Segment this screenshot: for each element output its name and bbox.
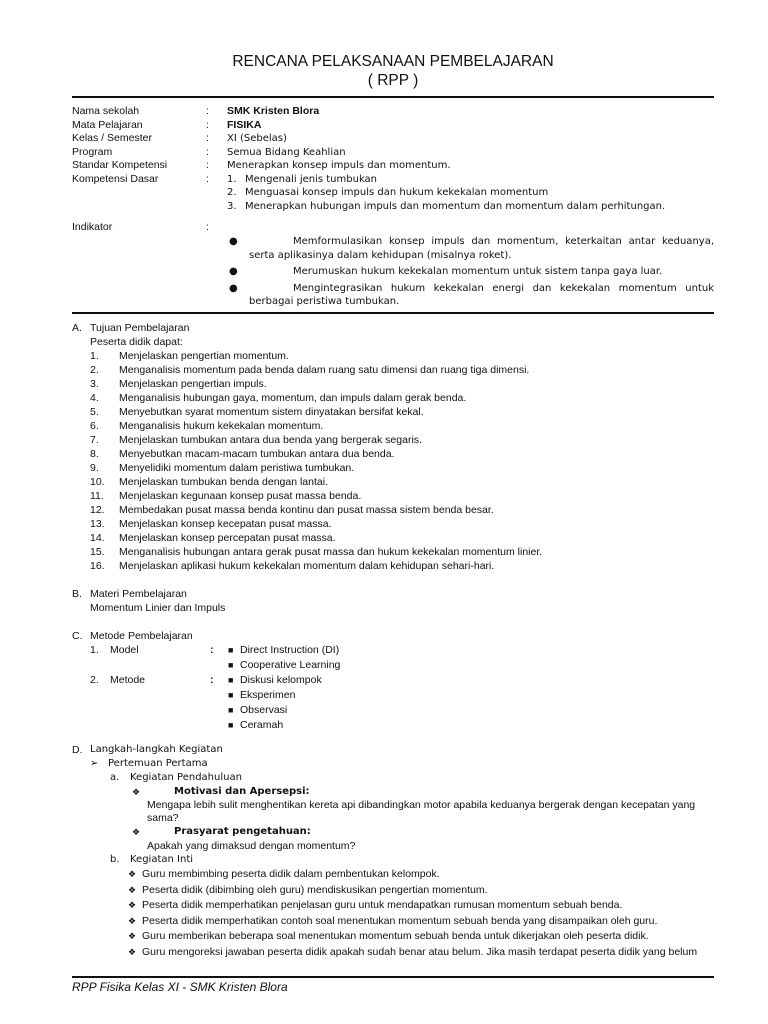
list-item: ■ Diskusi kelompok (228, 674, 322, 686)
diamond-bullet-icon: ❖ (128, 900, 137, 910)
list-item: ■ Direct Instruction (DI) (228, 644, 340, 656)
colon: : (206, 145, 209, 158)
value-mapel: FISIKA (227, 118, 262, 131)
document-page (72, 0, 714, 1024)
label-kelas: Kelas / Semester (72, 132, 152, 144)
list-item: 16. Menjelaskan aplikasi hukum kekekalan momentum dalam kehidupan sehari-hari. (90, 560, 495, 572)
list-item: 7. Menjelaskan tumbukan antara dua benda yang bergerak segaris. (90, 434, 422, 446)
label-sk: Standar Kompetensi (72, 159, 168, 171)
kd-list (227, 173, 714, 214)
section-a-heading: A. Tujuan Pembelajaran (72, 322, 190, 334)
list-item: ❖ Guru membimbing peserta didik dalam pembentukan kelompok. (128, 867, 714, 883)
list-item: ■ Ceramah (228, 719, 284, 731)
list-item: 4. Menganalisis hubungan gaya, momentum, dan impuls dalam gerak benda. (90, 392, 467, 404)
square-bullet-icon: ■ (228, 705, 234, 715)
list-item: 15. Menganalisis hubungan antara gerak pusat massa dan hukum kekekalan momentum linier. (90, 546, 543, 558)
list-item: 9. Menyelidiki momentum dalam peristiwa tumbukan. (90, 462, 355, 474)
square-bullet-icon: ■ (228, 720, 234, 730)
document-title (72, 52, 714, 90)
list-item: 12. Membedakan pusat massa benda kontinu dan pusat massa sistem benda besar. (90, 504, 494, 516)
objective-list (72, 349, 714, 573)
value-sekolah: SMK Kristen Blora (227, 105, 320, 117)
value-kelas: XI (Sebelas) (227, 133, 287, 144)
prasyarat-heading: ❖ Prasyarat pengetahuan: (90, 825, 714, 839)
label-program: Program (72, 145, 113, 158)
row-sk (72, 159, 714, 173)
bullet-icon: ● (229, 282, 238, 294)
bullet-icon: ● (229, 236, 238, 247)
list-item: 8. Menyebutkan macam-macam tumbukan antara dua benda. (90, 448, 395, 460)
diamond-bullet-icon: ❖ (128, 884, 137, 895)
square-bullet-icon: ■ (228, 675, 234, 685)
inti-list (90, 867, 714, 960)
value-program: Semua Bidang Keahlian (227, 146, 346, 158)
motivasi-heading: ❖ Motivasi dan Apersepsi: (90, 785, 714, 799)
indikator-item: ● Merumuskan hukum kekekalan momentum untuk sistem tanpa gaya luar. (229, 266, 663, 277)
value-sk: Menerapkan konsep impuls dan momentum. (227, 160, 451, 171)
document-body (72, 321, 714, 960)
colon: : (206, 172, 209, 185)
meeting-heading: ➢ Pertemuan Pertama (90, 758, 208, 769)
indikator-item: ● Mengintegrasikan hukum kekekalan energi dan kekekalan momentum untuk berbagai peristiwa tumbukan. (229, 282, 714, 307)
list-item: 10. Menjelaskan tumbukan benda dengan lantai. (90, 476, 328, 488)
section-b-content: Momentum Linier dan Impuls (90, 602, 226, 614)
diamond-bullet-icon: ❖ (128, 915, 137, 926)
title-line-1: RENCANA PELAKSANAAN PEMBELAJARAN (232, 53, 554, 70)
diamond-bullet-icon: ❖ (128, 946, 137, 957)
row-indikator (72, 221, 714, 312)
label-kd: Kompetensi Dasar (72, 172, 159, 185)
title-line-2: ( RPP ) (367, 72, 419, 89)
section-d-heading: D. Langkah-langkah Kegiatan (72, 744, 223, 756)
list-item: ❖ Peserta didik (dibimbing oleh guru) mendiskusikan pengertian momentum. (128, 883, 714, 899)
label-indikator: Indikator (72, 221, 113, 233)
section-b-heading: B. Materi Pembelajaran (72, 588, 187, 600)
list-item: 1. Menjelaskan pengertian momentum. (90, 350, 289, 362)
label-sekolah: Nama sekolah (72, 105, 140, 117)
list-item: ■ Observasi (228, 704, 288, 716)
top-rule (72, 96, 714, 98)
metode-row: 2. Metode : ■ Diskusi kelompok ■ Eksperimen ■ Observasi ■ Ceramah (90, 674, 322, 731)
page-footer: RPP Fisika Kelas XI - SMK Kristen Blora (72, 980, 288, 994)
row-kd (72, 173, 714, 214)
list-item: ❖ Guru mengoreksi jawaban peserta didik apakah sudah benar atau belum. Jika masih terdapat peserta didik yang belum (128, 945, 714, 961)
list-item: 14. Menjelaskan konsep percepatan pusat massa. (90, 532, 336, 544)
row-sekolah (72, 105, 714, 119)
steps-block (72, 757, 714, 960)
row-program (72, 146, 714, 160)
list-item: ❖ Guru memberikan beberapa soal menentukan momentum sebuah benda untuk dikerjakan oleh peserta didik. (128, 929, 714, 945)
list-item: ❖ Peserta didik memperhatikan contoh soal menentukan momentum sebuah benda yang disampaikan oleh guru. (128, 914, 714, 930)
colon: : (206, 159, 209, 171)
diamond-bullet-icon: ❖ (132, 787, 141, 797)
identity-block (72, 105, 714, 312)
bullet-icon: ● (229, 266, 238, 277)
row-kelas (72, 132, 714, 146)
pendahuluan-heading: a. Kegiatan Pendahuluan (110, 772, 242, 783)
square-bullet-icon: ■ (228, 690, 234, 700)
indikator-item: ● Memformulasikan konsep impuls dan momentum, keterkaitan antar keduanya, serta aplikasinya dalam kehidupan (misalnya roket). (229, 236, 714, 261)
colon: : (206, 118, 209, 131)
colon: : (206, 221, 209, 233)
list-item: 6. Menganalisis hukum kekekalan momentum. (90, 420, 324, 432)
footer-rule (72, 976, 714, 978)
list-item: 13. Menjelaskan konsep kecepatan pusat massa. (90, 518, 332, 530)
model-row: 1. Model : ■ Direct Instruction (DI) ■ Cooperative Learning (90, 644, 341, 671)
section-a-intro: Peserta didik dapat: (90, 336, 183, 348)
row-mapel (72, 119, 714, 133)
section-c-heading: C. Metode Pembelajaran (72, 630, 193, 642)
list-item: ❖ Peserta didik memperhatikan penjelasan guru untuk mendapatkan rumusan momentum sebuah benda. (128, 898, 714, 914)
colon: : (206, 132, 209, 144)
list-item: 1. Mengenali jenis tumbukan (227, 173, 378, 185)
list-item: 2. Menganalisis momentum pada benda dalam ruang satu dimensi dan ruang tiga dimensi. (90, 364, 530, 376)
motivasi-text: Mengapa lebih sulit menghentikan kereta api dibandingkan motor apabila keduanya bergerak dengan kecepatan yang sama? (147, 799, 696, 824)
list-item: 11. Menjelaskan kegunaan konsep pusat massa benda. (90, 490, 362, 502)
prasyarat-text: Apakah yang dimaksud dengan momentum? (147, 840, 356, 852)
list-item: 2. Menguasai konsep impuls dan hukum kekekalan momentum (227, 187, 549, 198)
method-block (72, 643, 714, 733)
square-bullet-icon: ■ (228, 645, 234, 655)
inti-heading: b. Kegiatan Inti (110, 854, 194, 865)
list-item: 3. Menerapkan hubungan impuls dan momentum dan momentum dalam perhitungan. (227, 200, 666, 212)
list-item: 5. Menyebutkan syarat momentum sistem dinyatakan bersifat kekal. (90, 406, 424, 418)
colon: : (206, 105, 209, 117)
list-item: 3. Menjelaskan pengertian impuls. (90, 378, 267, 390)
square-bullet-icon: ■ (228, 660, 234, 670)
list-item: ■ Eksperimen (228, 689, 296, 701)
diamond-bullet-icon: ❖ (128, 869, 137, 879)
label-mapel: Mata Pelajaran (72, 118, 143, 131)
diamond-bullet-icon: ❖ (132, 827, 141, 837)
middle-rule (72, 312, 714, 314)
list-item: ■ Cooperative Learning (228, 659, 341, 671)
arrow-bullet-icon: ➢ (90, 758, 99, 769)
diamond-bullet-icon: ❖ (128, 931, 137, 941)
